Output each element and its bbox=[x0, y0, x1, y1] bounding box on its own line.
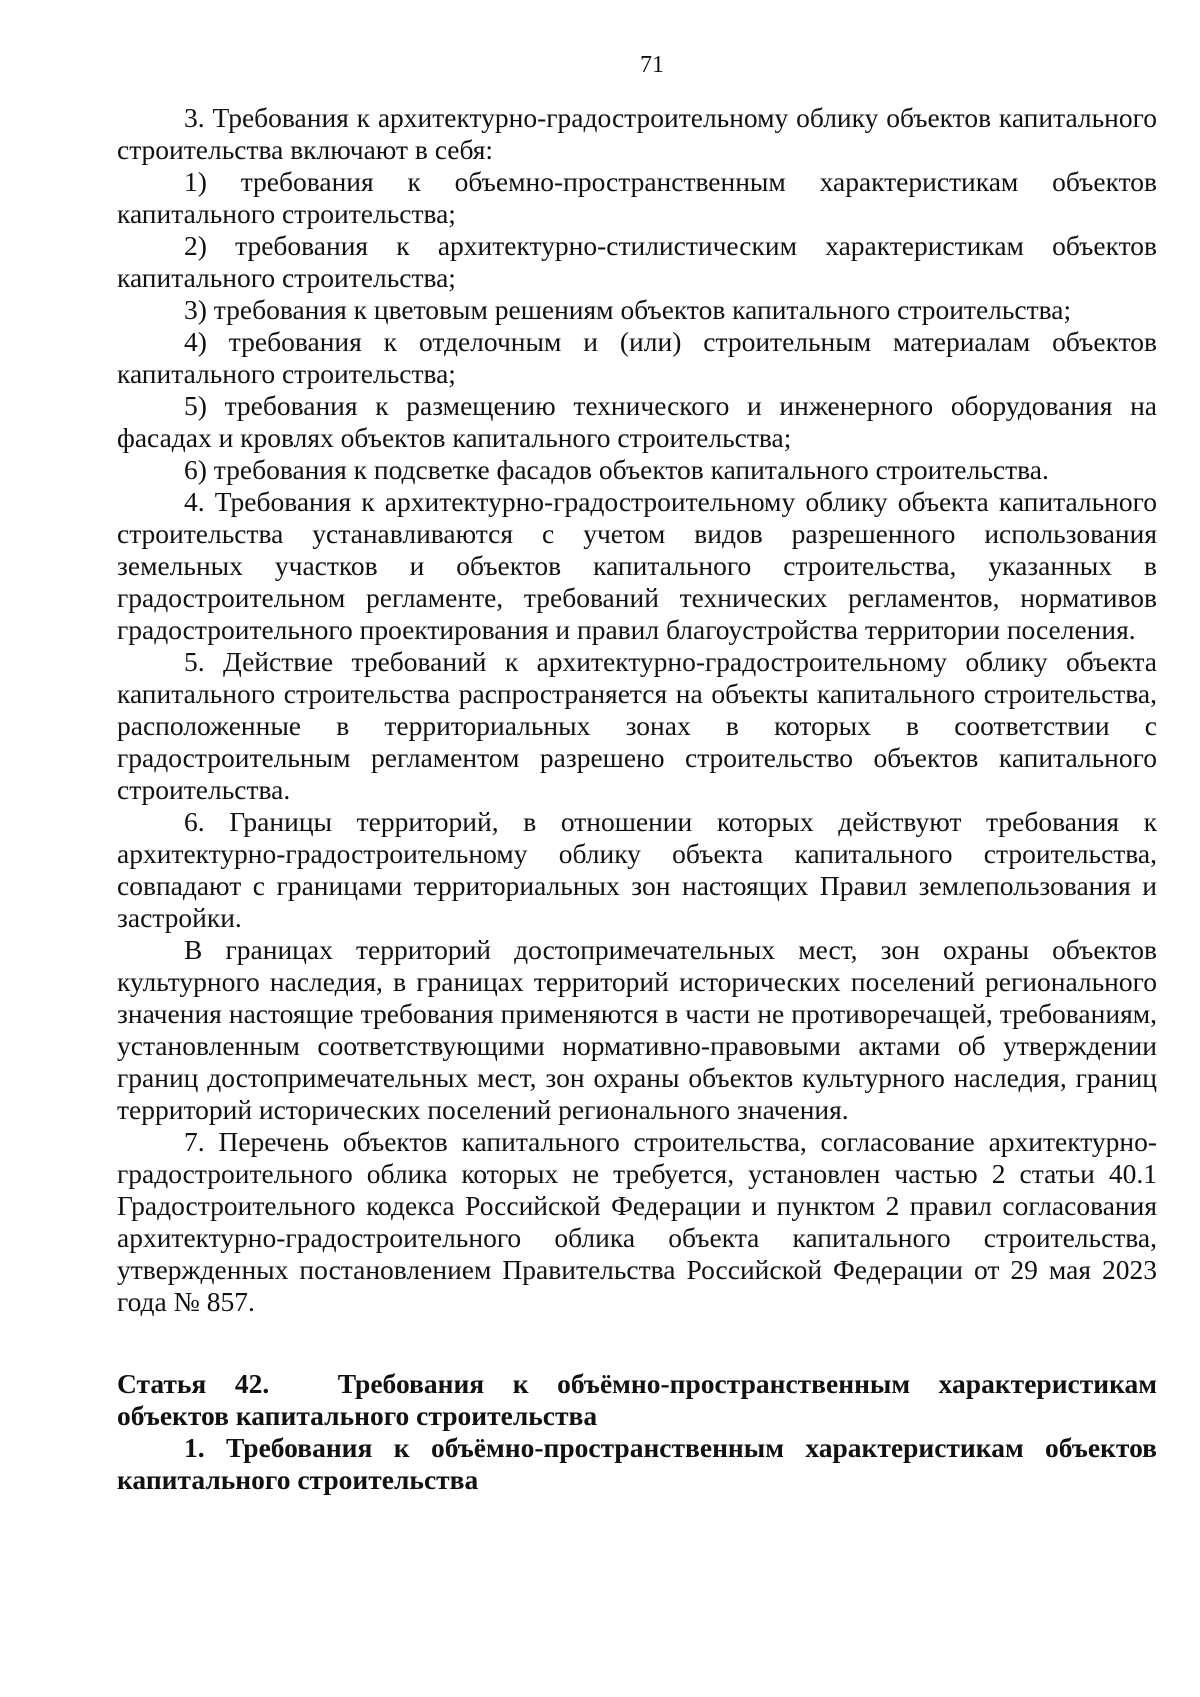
section-subheading: 1. Требования к объёмно-пространственным характеристикам объектов капитального строительства bbox=[117, 1432, 1157, 1495]
paragraph-subitem-3: 3) требования к цветовым решениям объектов капитального строительства; bbox=[184, 294, 1072, 325]
article-heading bbox=[117, 1368, 1157, 1432]
paragraph-item-3: 3. Требования к архитектурно-градостроительному облику объектов капитального строительства включают в себя: bbox=[117, 102, 1157, 165]
document-page bbox=[117, 50, 1157, 1496]
paragraph-item-5: 5. Действие требований к архитектурно-градостроительному облику объекта капитального строительства распространяется на объекты капитального строительства, расположенные в территориальных зонах в которых в соответствии с градостроительным регламентом разрешено строительство объектов капитального строительства. bbox=[117, 646, 1157, 805]
article-title: Требования к объёмно-пространственным характеристикам объектов капитального строительства bbox=[117, 1368, 1158, 1431]
paragraph-subitem-5: 5) требования к размещению технического и инженерного оборудования на фасадах и кровлях объектов капитального строительства; bbox=[117, 390, 1157, 453]
paragraph-item-4: 4. Требования к архитектурно-градостроительному облику объекта капитального строительства устанавливаются с учетом видов разрешенного использования земельных участков и объектов капитального строительства, указанных в градостроительном регламенте, требований технических регламентов, нормативов градостроительного проектирования и правил благоустройства территории поселения. bbox=[117, 486, 1157, 645]
paragraph-item-6-continuation: В границах территорий достопримечательных мест, зон охраны объектов культурного наследия, в границах территорий исторических поселений регионального значения настоящие требования применяются в части не противоречащей, требованиям, установленным соответствующими нормативно-правовыми актами об утверждении границ достопримечательных мест, зон охраны объектов культурного наследия, границ территорий исторических поселений регионального значения. bbox=[117, 934, 1157, 1125]
paragraph-item-6: 6. Границы территорий, в отношении которых действуют требования к архитектурно-градостроительному облику объекта капитального строительства, совпадают с границами территориальных зон настоящих Правил землепользования и застройки. bbox=[117, 806, 1157, 933]
paragraph-subitem-2: 2) требования к архитектурно-стилистическим характеристикам объектов капитального строительства; bbox=[117, 230, 1157, 293]
paragraph-item-7: 7. Перечень объектов капитального строительства, согласование архитектурно-градостроительного облика которых не требуется, установлен частью 2 статьи 40.1 Градостроительного кодекса Российской Федерации и пунктом 2 правил согласования архитектурно-градостроительного облика объекта капитального строительства, утвержденных постановлением Правительства Российской Федерации от 29 мая 2023 года № 857. bbox=[117, 1126, 1157, 1317]
paragraph-subitem-1: 1) требования к объемно-пространственным характеристикам объектов капитального строительства; bbox=[117, 166, 1157, 229]
article-number: Статья 42. bbox=[117, 1368, 270, 1399]
paragraph-subitem-4: 4) требования к отделочным и (или) строительным материалам объектов капитального строительства; bbox=[117, 326, 1157, 389]
page-number: 71 bbox=[640, 52, 664, 78]
paragraph-subitem-6: 6) требования к подсветке фасадов объектов капитального строительства. bbox=[184, 454, 1049, 485]
